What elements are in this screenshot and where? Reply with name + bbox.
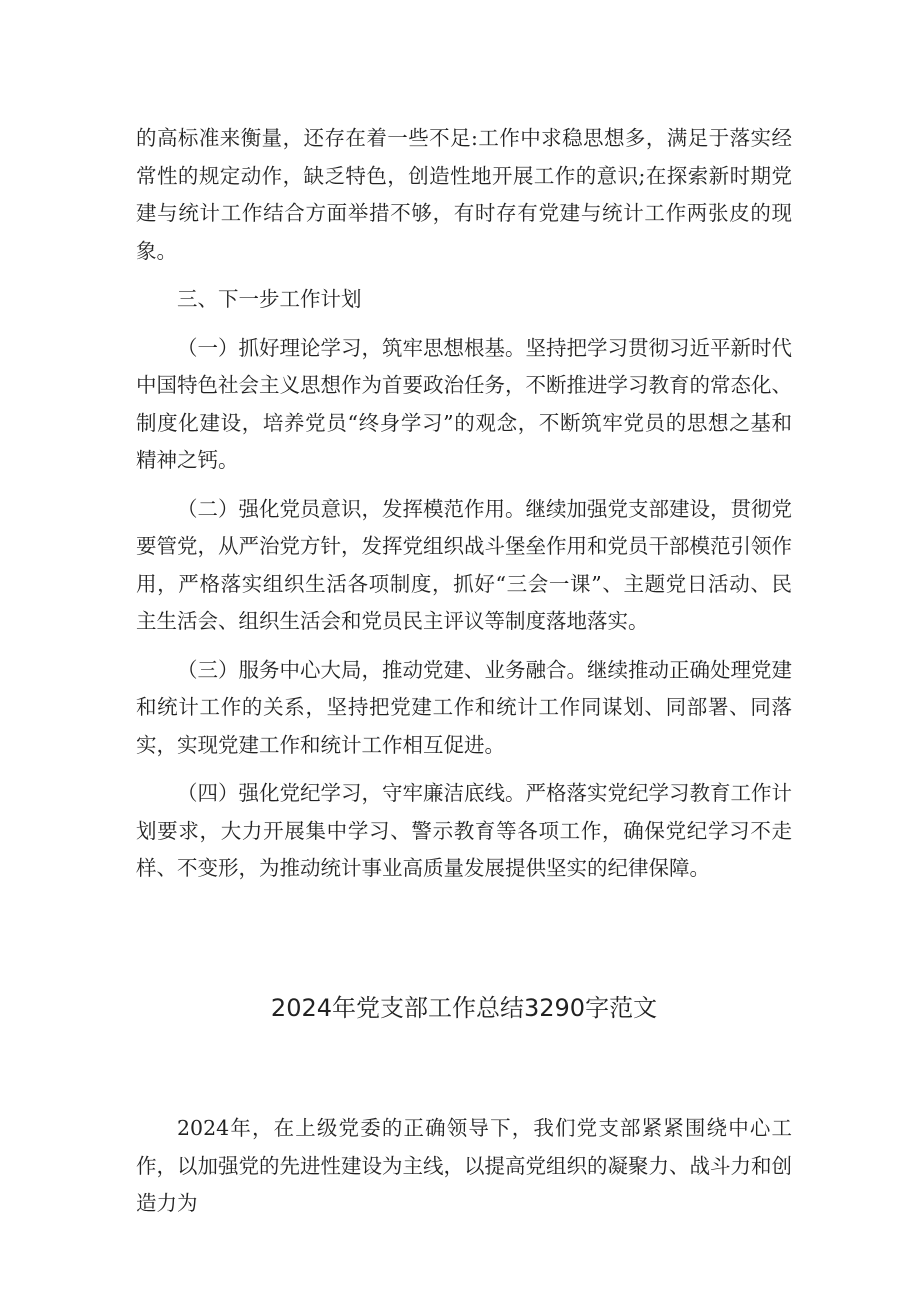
continuation-paragraph: 的高标准来衡量，还存在着一些不足:工作中求稳思想多，满足于落实经常性的规定动作，缺乏特色，创造性地开展工作的意识;在探索新时期党建与统计工作结合方面举措不够，有时存有党建与统计工作两张皮的现象。 — [136, 126, 792, 263]
document-title: 2024年党支部工作总结3290字范文 — [270, 994, 658, 1022]
plan-item-1: （一）抓好理论学习，筑牢思想根基。坚持把学习贯彻习近平新时代中国特色社会主义思想作为首要政治任务，不断推进学习教育的常态化、制度化建设，培养党员“终身学习”的观念，不断筑牢党员的思想之基和精神之钙。 — [136, 335, 792, 472]
section-summary — [136, 1110, 792, 1234]
plan-item-4: （四）强化党纪学习，守牢廉洁底线。严格落实党纪学习教育工作计划要求，大力开展集中学习、警示教育等各项工作，确保党纪学习不走样、不变形，为推动统计事业高质量发展提供坚实的纪律保障。 — [136, 781, 792, 880]
intro-paragraph: 2024年，在上级党委的正确领导下，我们党支部紧紧围绕中心工作，以加强党的先进性建设为主线，以提高党组织的凝聚力、战斗力和创造力为 — [136, 1116, 792, 1215]
section-work-plan — [136, 120, 792, 899]
plan-item-3: （三）服务中心大局，推动党建、业务融合。继续推动正确处理党建和统计工作的关系，坚持把党建工作和统计工作同谋划、同部署、同落实，实现党建工作和统计工作相互促进。 — [136, 657, 792, 757]
plan-item-2: （二）强化党员意识，发挥模范作用。继续加强党支部建设，贯彻党要管党，从严治党方针，发挥党组织战斗堡垒作用和党员干部模范引领作用，严格落实组织生活各项制度，抓好“三会一课”、主题党日活动、民主生活会、组织生活会和党员民主评议等制度落地落实。 — [136, 496, 792, 633]
section-heading: 三、下一步工作计划 — [177, 287, 362, 311]
